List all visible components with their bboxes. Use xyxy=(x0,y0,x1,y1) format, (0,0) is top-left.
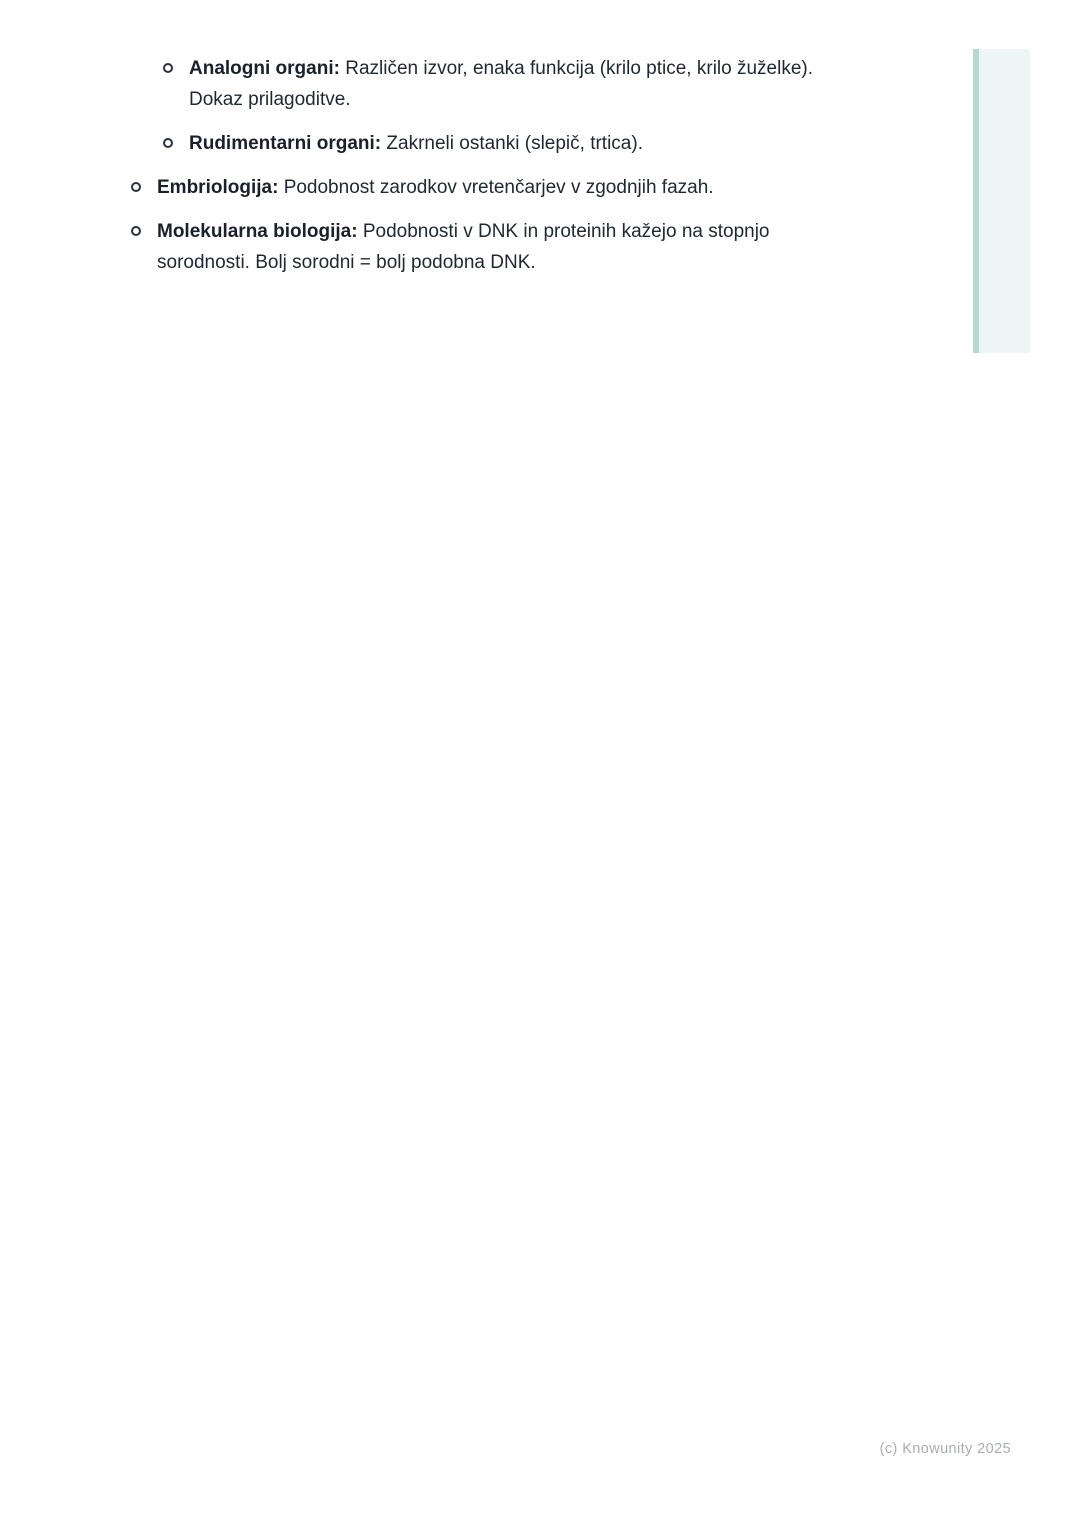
term-definition: Podobnosti v DNK in proteinih kažejo na stopnjo sorodnosti. Bolj sorodni = bolj podobna DNK. xyxy=(157,221,770,273)
list-item xyxy=(0,216,1080,278)
list-item-text xyxy=(157,216,797,278)
list-item-text xyxy=(189,53,829,115)
list-item-text xyxy=(189,128,643,159)
circle-bullet-icon xyxy=(131,182,141,192)
copyright-footer: (c) Knowunity 2025 xyxy=(879,1441,1011,1457)
circle-bullet-icon xyxy=(163,138,173,148)
term-definition: Podobnost zarodkov vretenčarjev v zgodnjih fazah. xyxy=(283,177,714,198)
main-bullet-list xyxy=(0,172,1080,278)
term-definition: Zakrneli ostanki (slepič, trtica). xyxy=(386,133,643,154)
list-item xyxy=(0,128,1080,159)
list-item xyxy=(0,172,1080,203)
term-label: Rudimentarni organi: xyxy=(189,133,382,154)
list-item xyxy=(0,53,1080,115)
term-definition: Različen izvor, enaka funkcija (krilo ptice, krilo žuželke). Dokaz prilagoditve. xyxy=(189,58,814,110)
notes-content xyxy=(0,53,1080,291)
term-label: Molekularna biologija: xyxy=(157,221,358,242)
circle-bullet-icon xyxy=(131,226,141,236)
list-item-text xyxy=(157,172,714,203)
sub-bullet-list xyxy=(0,53,1080,159)
term-label: Analogni organi: xyxy=(189,58,340,79)
circle-bullet-icon xyxy=(163,63,173,73)
term-label: Embriologija: xyxy=(157,177,279,198)
